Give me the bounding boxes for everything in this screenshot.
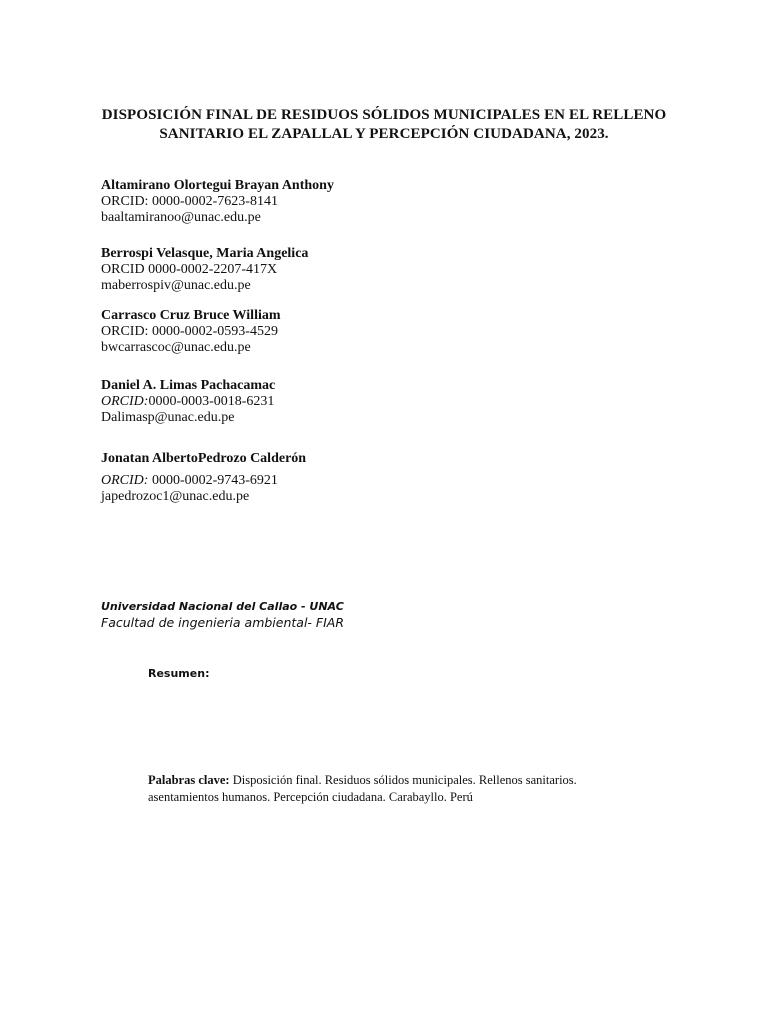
orcid-label: ORCID: (101, 194, 152, 209)
author-email: baaltamiranoo@unac.edu.pe (101, 210, 261, 225)
author-block-3 (101, 308, 281, 356)
orcid-value: 0000-0003-0018-6231 (148, 394, 275, 409)
orcid-value: 0000-0002-2207-417X (148, 262, 278, 277)
author-name: Jonatan AlbertoPedrozo Calderón (101, 451, 307, 466)
keywords-text: Disposición final. Residuos sólidos municipales. Rellenos sanitarios. asentamientos humanos. Percepción ciudadana. Carabayllo. Perú (148, 773, 577, 804)
orcid-label: ORCID: (101, 324, 152, 339)
author-orcid (101, 473, 306, 489)
author-block-1 (101, 178, 334, 226)
author-email: maberrospiv@unac.edu.pe (101, 278, 251, 293)
paper-title-line-1: DISPOSICIÓN FINAL DE RESIDUOS SÓLIDOS MUNICIPALES EN EL RELLENO (101, 107, 667, 123)
author-name: Altamirano Olortegui Brayan Anthony (101, 178, 334, 193)
author-block-2 (101, 246, 308, 294)
author-orcid (101, 262, 308, 278)
author-name: Daniel A. Limas Pachacamac (101, 378, 276, 393)
orcid-value: 0000-0002-9743-6921 (151, 473, 278, 488)
author-email: bwcarrascoc@unac.edu.pe (101, 340, 251, 355)
author-email: Dalimasp@unac.edu.pe (101, 410, 235, 425)
university-name: Universidad Nacional del Callao - UNAC (101, 600, 344, 613)
keywords-paragraph (148, 772, 618, 806)
orcid-label: ORCID (101, 262, 149, 277)
paper-title (80, 106, 688, 144)
abstract-heading: Resumen: (148, 667, 210, 680)
orcid-label: ORCID: (101, 394, 149, 409)
author-email: japedrozoc1@unac.edu.pe (101, 489, 250, 504)
author-block-5 (101, 451, 306, 505)
orcid-value: 0000-0002-7623-8141 (151, 194, 278, 209)
orcid-label: ORCID: (101, 473, 152, 488)
keywords-label: Palabras clave: (148, 773, 230, 787)
author-orcid (101, 324, 281, 340)
author-name: Carrasco Cruz Bruce William (101, 308, 281, 323)
author-block-4 (101, 378, 275, 426)
affiliation (101, 599, 344, 631)
orcid-value: 0000-0002-0593-4529 (151, 324, 278, 339)
paper-title-line-2: SANITARIO EL ZAPALLAL Y PERCEPCIÓN CIUDADANA, 2023. (159, 126, 609, 142)
author-name: Berrospi Velasque, Maria Angelica (101, 246, 309, 261)
author-orcid (101, 194, 334, 210)
faculty-name: Facultad de ingenieria ambiental- FIAR (101, 615, 345, 630)
author-orcid (101, 394, 275, 410)
